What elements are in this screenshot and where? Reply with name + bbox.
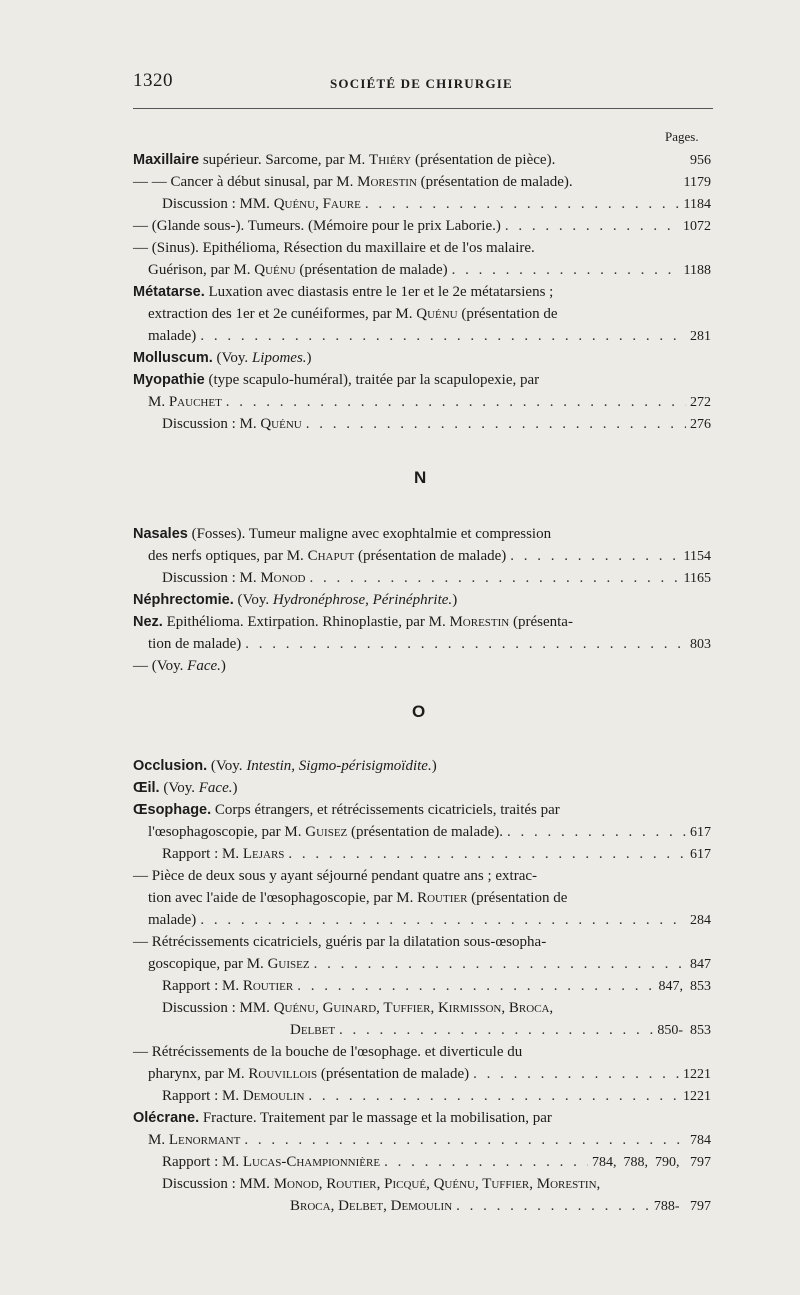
page-ref: 1221 [683,1067,711,1082]
entry-text: — Rétrécissements de la bouche de l'œsophage. et diverticule du [133,1044,523,1060]
page-ref: 956 [690,153,711,168]
cross-ref: Intestin, Sigmo-périsigmoïdite. [246,758,432,774]
cross-ref: Face. [187,658,221,674]
cross-ref: Hydronéphrose, Périnéphrite. [272,592,453,608]
index-entry [133,778,711,799]
index-entry [162,194,711,215]
author-name: Guisez [267,956,310,972]
entry-text: (Fosses). Tumeur maligne avec exophtalmie et compression [187,526,552,542]
entry-head: Olécrane. [133,1110,200,1126]
index-entry [148,260,711,281]
pages-column-label: Pages. [665,129,699,144]
entry-text: l'œsophagoscopie, par M. [148,824,306,840]
index-entry [133,656,711,677]
entry-text: Luxation avec diastasis entre le 1er et le 2e métatarsiens ; [204,284,554,300]
cross-ref: Lipomes. [251,350,307,366]
index-entry [162,998,711,1019]
index-entry [148,888,711,909]
page-ref: 850- 853 [657,1023,711,1038]
author-names: Quénu, Guinard, Tuffier, Kirmisson, Broca, [273,1000,554,1016]
page-ref: 276 [690,417,711,432]
index-entry [133,216,711,237]
entry-head: Métatarse. [133,284,205,300]
entry-text: ) [452,592,458,608]
author-name: Rouvillois [248,1066,318,1082]
entry-text: ) [220,658,226,674]
page-ref: 1179 [683,175,711,190]
page-ref: 1165 [683,571,711,586]
author-name: Quénu [254,262,296,278]
page-ref: 847 [690,957,711,972]
index-entry [148,304,711,325]
author-name: Quénu [260,416,302,432]
entry-head: Nez. [133,614,163,630]
index-entry [133,282,711,303]
index-entry [148,634,711,655]
entry-text: extraction des 1er et 2e cunéiformes, par M. [148,306,417,322]
author-name: Routier [417,890,468,906]
page-ref: 1184 [683,197,711,212]
entry-head: Œil. [133,780,160,796]
author-name: Morestin [449,614,510,630]
index-entry [133,590,711,611]
author-name: Delbet [290,1022,336,1038]
entry-text: (présentation de [467,890,568,906]
index-entry [133,172,711,193]
page-ref: 617 [690,825,711,840]
page-ref: 617 [690,847,711,862]
entry-text: malade) [148,328,197,344]
entry-text: (type scapulo-huméral), traitée par la scapulopexie, par [204,372,540,388]
author-name: Routier [242,978,294,994]
entry-text: tion avec l'aide de l'œsophagoscopie, par M. [148,890,418,906]
index-entry [133,348,711,369]
entry-text: (Voy. [207,758,247,774]
index-entry [162,414,711,435]
index-entry [133,1042,711,1063]
entry-text: (présenta- [509,614,573,630]
page-ref: 784, 788, 790, 797 [592,1155,711,1170]
page-ref: 1072 [683,219,711,234]
entry-text: (Voy. [212,350,252,366]
index-entry [162,844,711,865]
entry-text: ) [306,350,312,366]
index-entry [133,150,711,171]
index-entry [162,1152,711,1173]
author-name: Lejars [242,846,285,862]
entry-text: Rapport : M. [162,978,243,994]
author-name: Lucas-Championnière [242,1154,381,1170]
index-entry [148,392,711,413]
index-entry [162,976,711,997]
index-entry [148,954,711,975]
page-ref: 784 [690,1133,711,1148]
entry-text: Discussion : MM. [162,1176,274,1192]
author-name: Guisez [305,824,348,840]
entry-head: Nasales [133,526,188,542]
page-ref: 1188 [683,263,711,278]
entry-text: Rapport : M. [162,846,243,862]
entry-text: — (Sinus). Epithélioma, Résection du maxillaire et de l'os malaire. [133,240,535,256]
author-name: Quénu [416,306,458,322]
entry-text: malade) [148,912,197,928]
page-ref: 284 [690,913,711,928]
page-ref: 1154 [683,549,711,564]
index-entry [133,1108,711,1129]
entry-text: (Voy. [159,780,199,796]
author-name: Lenormant [168,1132,241,1148]
index-entry [133,238,711,259]
entry-text: — Rétrécissements cicatriciels, guéris par la dilatation sous-œsopha- [133,934,547,950]
entry-text: supérieur. Sarcome, par M. [199,152,370,168]
header-rule [133,108,713,109]
entry-head: Molluscum. [133,350,213,366]
entry-head: Œsophage. [133,802,212,818]
index-entry [133,866,711,887]
entry-text: goscopique, par M. [148,956,268,972]
index-entry [133,800,711,821]
author-name: Monod [260,570,306,586]
entry-text: Fracture. Traitement par le massage et la mobilisation, par [199,1110,552,1126]
entry-text: (présentation de [457,306,558,322]
index-entry [148,1130,711,1151]
entry-text: ) [431,758,437,774]
index-entry [162,1086,711,1107]
entry-text: (présentation de malade). [416,174,573,190]
entry-text: (présentation de malade) [354,548,507,564]
page-ref: 272 [690,395,711,410]
entry-text: (présentation de malade) [295,262,448,278]
entry-text: Guérison, par M. [148,262,255,278]
entry-text: des nerfs optiques, par M. [148,548,308,564]
index-entry [148,822,711,843]
entry-text: pharynx, par M. [148,1066,249,1082]
entry-text: M. [148,394,169,410]
page-number: 1320 [133,70,173,91]
entry-text: Rapport : M. [162,1088,243,1104]
entry-text: — (Voy. [133,658,188,674]
author-names: Monod, Routier, Picqué, Quénu, Tuffier, Morestin, [273,1176,601,1192]
entry-text: — — Cancer à début sinusal, par M. [133,174,358,190]
entry-text: (Voy. [233,592,273,608]
index-entry [290,1196,711,1217]
entry-text: Discussion : MM. [162,1000,274,1016]
author-name: Morestin [357,174,417,190]
entry-text: Discussion : MM. [162,196,274,212]
index-entry [162,1174,711,1195]
entry-text: Discussion : M. [162,416,261,432]
entry-text: tion de malade) [148,636,242,652]
page-ref: 281 [690,329,711,344]
entry-text: — (Glande sous-). Tumeurs. (Mémoire pour le prix Laborie.) [133,218,501,234]
index-entry [133,932,711,953]
page-ref: 1221 [683,1089,711,1104]
entry-text: Epithélioma. Extirpation. Rhinoplastie, par M. [162,614,450,630]
index-entry [133,756,711,777]
author-name: Pauchet [168,394,222,410]
entry-head: Myopathie [133,372,205,388]
page-ref: 803 [690,637,711,652]
author-name: Thiéry [369,152,412,168]
section-letter-n: N [414,468,427,487]
entry-text: (présentation de malade) [317,1066,470,1082]
index-entry [133,612,711,633]
entry-text: (présentation de malade). [347,824,504,840]
index-entry [148,326,711,347]
index-entry [133,370,711,391]
index-entry [162,568,711,589]
section-letter-o: O [412,702,426,721]
index-entry [148,1064,711,1085]
page-ref: 847, 853 [658,979,711,994]
author-name: Demoulin [242,1088,305,1104]
entry-text: — Pièce de deux sous y ayant séjourné pendant quatre ans ; extrac- [133,868,538,884]
author-name: Quénu, Faure [273,196,361,212]
entry-head: Néphrectomie. [133,592,234,608]
entry-text: M. [148,1132,169,1148]
author-names: Broca, Delbet, Demoulin [290,1198,453,1214]
index-entry [148,546,711,567]
entry-head: Maxillaire [133,152,200,168]
running-title: SOCIÉTÉ DE CHIRURGIE [330,76,513,91]
cross-ref: Face. [198,780,233,796]
entry-text: Corps étrangers, et rétrécissements cicatriciels, traités par [211,802,560,818]
entry-text: (présentation de pièce). [411,152,556,168]
page-ref: 788- 797 [653,1199,711,1214]
entry-text: Rapport : M. [162,1154,243,1170]
entry-text: Discussion : M. [162,570,261,586]
author-name: Chaput [307,548,355,564]
entry-head: Occlusion. [133,758,208,774]
index-entry [148,910,711,931]
entry-text: ) [232,780,238,796]
index-entry [133,524,711,545]
index-entry [290,1020,711,1041]
